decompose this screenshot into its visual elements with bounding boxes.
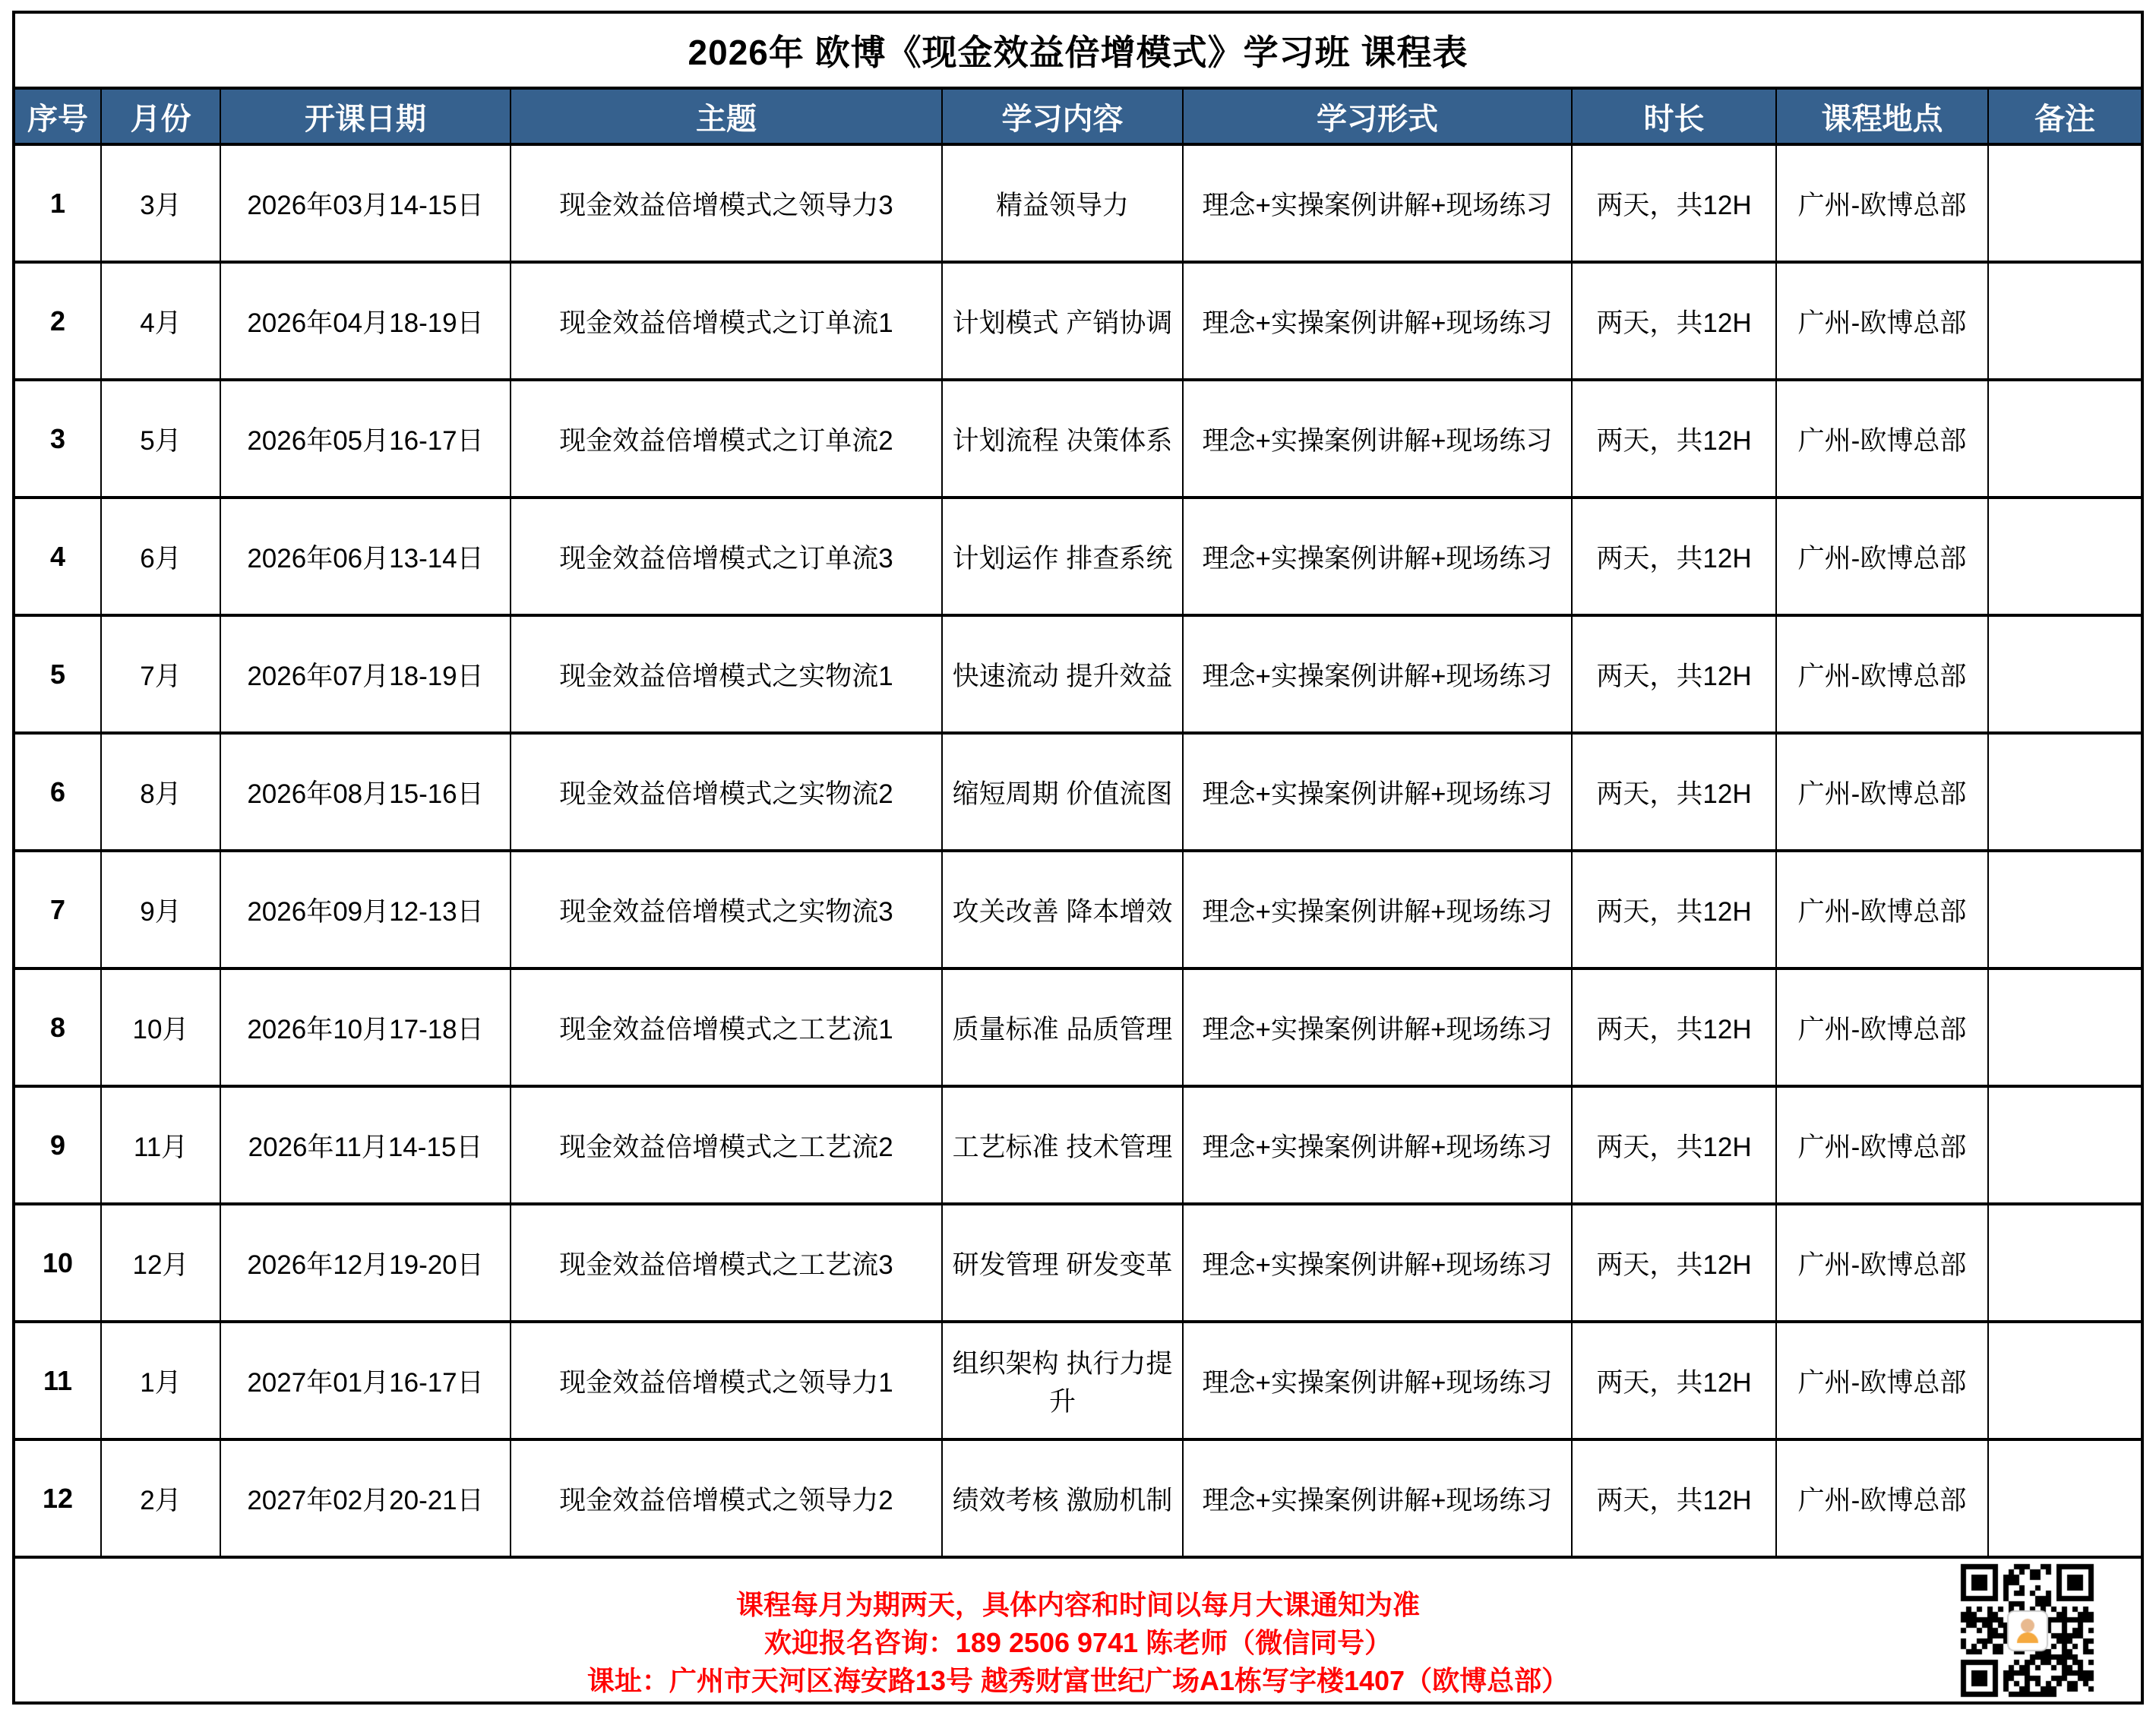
title-row [14,12,2142,88]
cell-date: 2026年08月15-16日 [220,733,511,851]
header-row [14,88,2142,144]
cell-duration: 两天，共12H [1572,262,1776,380]
cell-remark [1988,144,2142,262]
cell-date: 2026年10月17-18日 [220,968,511,1086]
cell-topic: 现金效益倍增模式之订单流3 [511,498,942,615]
cell-index: 12 [14,1439,101,1557]
cell-content: 组织架构 执行力提升 [942,1322,1183,1439]
cell-duration: 两天，共12H [1572,733,1776,851]
cell-index: 10 [14,1204,101,1322]
table-row [14,1322,2142,1439]
cell-duration: 两天，共12H [1572,1439,1776,1557]
cell-format: 理念+实操案例讲解+现场练习 [1183,1086,1572,1204]
cell-content: 精益领导力 [942,144,1183,262]
cell-date: 2026年05月16-17日 [220,380,511,498]
cell-date: 2026年11月14-15日 [220,1086,511,1204]
cell-location: 广州-欧博总部 [1776,380,1988,498]
cell-duration: 两天，共12H [1572,380,1776,498]
cell-content: 研发管理 研发变革 [942,1204,1183,1322]
table-row [14,851,2142,968]
cell-location: 广州-欧博总部 [1776,498,1988,615]
cell-remark [1988,1322,2142,1439]
cell-index: 5 [14,615,101,733]
cell-index: 6 [14,733,101,851]
cell-location: 广州-欧博总部 [1776,1439,1988,1557]
cell-month: 6月 [101,498,220,615]
cell-content: 质量标准 品质管理 [942,968,1183,1086]
cell-duration: 两天，共12H [1572,1322,1776,1439]
footer-note-address: 课址：广州市天河区海安路13号 越秀财富世纪广场A1栋写字楼1407（欧博总部） [586,1665,1570,1696]
cell-date: 2026年09月12-13日 [220,851,511,968]
cell-location: 广州-欧博总部 [1776,1322,1988,1439]
cell-topic: 现金效益倍增模式之订单流2 [511,380,942,498]
cell-format: 理念+实操案例讲解+现场练习 [1183,1322,1572,1439]
cell-date: 2026年04月18-19日 [220,262,511,380]
cell-date: 2026年06月13-14日 [220,498,511,615]
cell-format: 理念+实操案例讲解+现场练习 [1183,615,1572,733]
qr-code-image [1960,1563,2095,1698]
cell-remark [1988,380,2142,498]
footer-notes [20,1560,2136,1700]
table-row [14,380,2142,498]
table-body [14,144,2142,1557]
column-header-content: 学习内容 [942,88,1183,144]
cell-date: 2027年01月16-17日 [220,1322,511,1439]
cell-duration: 两天，共12H [1572,615,1776,733]
cell-topic: 现金效益倍增模式之领导力1 [511,1322,942,1439]
table-row [14,733,2142,851]
cell-index: 4 [14,498,101,615]
cell-topic: 现金效益倍增模式之领导力2 [511,1439,942,1557]
cell-duration: 两天，共12H [1572,498,1776,615]
cell-topic: 现金效益倍增模式之工艺流3 [511,1204,942,1322]
cell-location: 广州-欧博总部 [1776,262,1988,380]
qr-code [1960,1563,2095,1698]
cell-format: 理念+实操案例讲解+现场练习 [1183,1204,1572,1322]
cell-month: 2月 [101,1439,220,1557]
cell-date: 2027年02月20-21日 [220,1439,511,1557]
cell-content: 快速流动 提升效益 [942,615,1183,733]
table-row [14,1204,2142,1322]
cell-location: 广州-欧博总部 [1776,851,1988,968]
cell-topic: 现金效益倍增模式之实物流1 [511,615,942,733]
cell-remark [1988,1439,2142,1557]
cell-format: 理念+实操案例讲解+现场练习 [1183,851,1572,968]
cell-duration: 两天，共12H [1572,1204,1776,1322]
cell-location: 广州-欧博总部 [1776,144,1988,262]
cell-index: 11 [14,1322,101,1439]
cell-location: 广州-欧博总部 [1776,1086,1988,1204]
cell-duration: 两天，共12H [1572,144,1776,262]
column-header-duration: 时长 [1572,88,1776,144]
footer-note-schedule: 课程每月为期两天，具体内容和时间以每月大课通知为准 [735,1589,1420,1620]
cell-format: 理念+实操案例讲解+现场练习 [1183,144,1572,262]
cell-content: 缩短周期 价值流图 [942,733,1183,851]
cell-date: 2026年03月14-15日 [220,144,511,262]
cell-date: 2026年07月18-19日 [220,615,511,733]
cell-month: 10月 [101,968,220,1086]
cell-duration: 两天，共12H [1572,1086,1776,1204]
cell-topic: 现金效益倍增模式之工艺流1 [511,968,942,1086]
cell-content: 工艺标准 技术管理 [942,1086,1183,1204]
cell-content: 计划运作 排查系统 [942,498,1183,615]
cell-topic: 现金效益倍增模式之实物流2 [511,733,942,851]
cell-topic: 现金效益倍增模式之实物流3 [511,851,942,968]
table-row [14,615,2142,733]
page-title: 2026年 欧博《现金效益倍增模式》学习班 课程表 [14,12,2142,88]
cell-location: 广州-欧博总部 [1776,1204,1988,1322]
cell-content: 攻关改善 降本增效 [942,851,1183,968]
cell-month: 1月 [101,1322,220,1439]
cell-month: 8月 [101,733,220,851]
table-row [14,1439,2142,1557]
cell-remark [1988,1086,2142,1204]
cell-content: 计划模式 产销协调 [942,262,1183,380]
cell-format: 理念+实操案例讲解+现场练习 [1183,498,1572,615]
cell-topic: 现金效益倍增模式之领导力3 [511,144,942,262]
table-row [14,262,2142,380]
cell-date: 2026年12月19-20日 [220,1204,511,1322]
cell-remark [1988,1204,2142,1322]
column-header-month: 月份 [101,88,220,144]
cell-format: 理念+实操案例讲解+现场练习 [1183,380,1572,498]
cell-topic: 现金效益倍增模式之工艺流2 [511,1086,942,1204]
footer-cell [14,1557,2142,1703]
cell-format: 理念+实操案例讲解+现场练习 [1183,968,1572,1086]
cell-format: 理念+实操案例讲解+现场练习 [1183,733,1572,851]
cell-location: 广州-欧博总部 [1776,968,1988,1086]
cell-location: 广州-欧博总部 [1776,615,1988,733]
column-header-date: 开课日期 [220,88,511,144]
table-row [14,1086,2142,1204]
cell-month: 7月 [101,615,220,733]
cell-month: 4月 [101,262,220,380]
footer-note-contact: 欢迎报名咨询：189 2506 9741 陈老师（微信同号） [763,1627,1393,1658]
table-row [14,498,2142,615]
cell-content: 绩效考核 激励机制 [942,1439,1183,1557]
column-header-remark: 备注 [1988,88,2142,144]
cell-index: 7 [14,851,101,968]
table-row [14,144,2142,262]
cell-remark [1988,262,2142,380]
cell-remark [1988,498,2142,615]
cell-index: 1 [14,144,101,262]
cell-location: 广州-欧博总部 [1776,733,1988,851]
cell-remark [1988,615,2142,733]
cell-index: 3 [14,380,101,498]
cell-month: 9月 [101,851,220,968]
cell-format: 理念+实操案例讲解+现场练习 [1183,262,1572,380]
cell-index: 2 [14,262,101,380]
cell-month: 5月 [101,380,220,498]
table-row [14,968,2142,1086]
cell-index: 9 [14,1086,101,1204]
cell-content: 计划流程 决策体系 [942,380,1183,498]
cell-remark [1988,733,2142,851]
cell-remark [1988,968,2142,1086]
cell-month: 12月 [101,1204,220,1322]
column-header-index: 序号 [14,88,101,144]
cell-topic: 现金效益倍增模式之订单流1 [511,262,942,380]
cell-month: 3月 [101,144,220,262]
column-header-topic: 主题 [511,88,942,144]
column-header-format: 学习形式 [1183,88,1572,144]
footer-row [14,1557,2142,1703]
cell-remark [1988,851,2142,968]
course-schedule-table [12,11,2144,1705]
cell-duration: 两天，共12H [1572,968,1776,1086]
cell-index: 8 [14,968,101,1086]
cell-format: 理念+实操案例讲解+现场练习 [1183,1439,1572,1557]
cell-month: 11月 [101,1086,220,1204]
cell-duration: 两天，共12H [1572,851,1776,968]
column-header-location: 课程地点 [1776,88,1988,144]
